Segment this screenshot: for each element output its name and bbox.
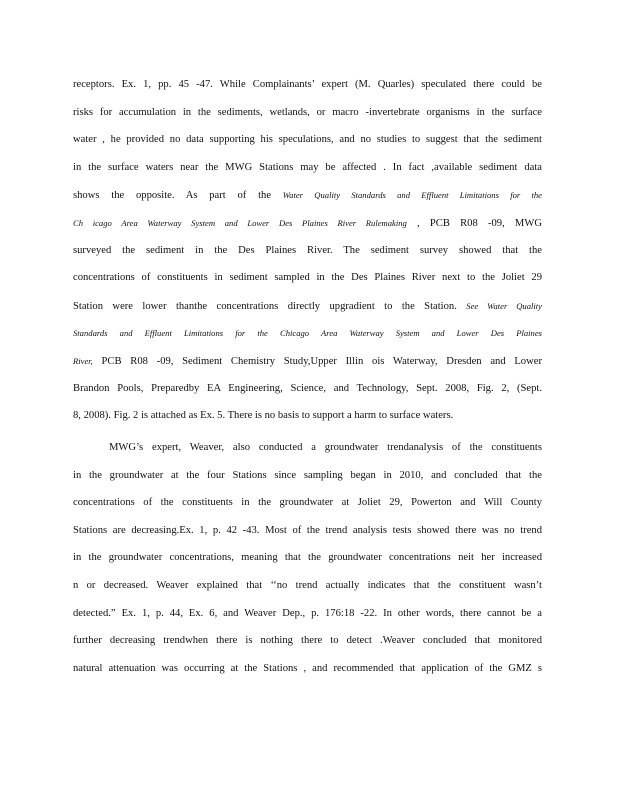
text-line [73,551,542,565]
text-line [73,161,542,175]
text-line [73,354,542,369]
text-segment: MWG’s expert, Weaver, also conducted a groundwater trendanalysis of the constituents [109,442,542,453]
italic-citation-text: Water Quality Standards and Effluent Limitations for the [282,190,542,201]
text-segment: surveyed the sediment in the Des Plaines River. The sediment survey showed that the [73,244,542,256]
text-line [109,441,542,455]
text-segment: natural attenuation was occurring at the Stations , and recommended that application of the GMZ s [73,662,542,674]
text-line [73,524,542,538]
text-line [73,326,542,341]
text-segment: detected.” Ex. 1, p. 44, Ex. 6, and Weaver Dep., p. 176:18 -22. In other words, there cannot be a [73,607,542,619]
text-segment: in the surface waters near the MWG Stations may be affected . In fact ,available sediment data [73,161,542,173]
text-segment: Brandon Pools, Preparedby EA Engineering, Science, and Technology, Sept. 2008, Fig. 2, (Sept. [73,382,542,394]
text-segment: in the groundwater concentrations, meaning that the groundwater concentrations neit her increased [73,552,542,564]
text-segment: PCB R08 -09, Sediment Chemistry Study,Upper Illin ois Waterway, Dresden and Lower [92,356,542,367]
text-line [73,634,542,648]
italic-citation-text: Ch icago Area Waterway System and Lower Des Plaines River Rulemaking [73,218,407,228]
text-segment: concentrations of the constituents in the groundwater at Joliet 29, Powerton and Will County [73,497,542,509]
text-segment: Station were lower thanthe concentrations directly upgradient to the Station. [73,300,467,312]
text-segment: risks for accumulation in the sediments, wetlands, or macro -invertebrate organisms in the surface [73,106,542,118]
text-segment: water , he provided no data supporting his speculations, and no studies to suggest that the sediment [73,134,542,146]
text-segment: receptors. Ex. 1, pp. 45 -47. While Complainants’ expert (M. Quarles) speculated there could be [73,79,542,90]
text-segment: in the groundwater at the four Stations since sampling began in 2010, and concluded that the [73,469,542,481]
text-segment: 8, 2008). Fig. 2 is attached as Ex. 5. There is no basis to support a harm to surface waters. [73,410,454,422]
italic-citation-text: See Water Quality [466,300,542,311]
text-line [73,244,542,258]
text-line [73,188,542,203]
italic-citation-text: Standards and Effluent Limitations for the Chicago Area Waterway System and Lower Des Plaines [73,328,542,339]
text-line [73,496,542,510]
text-segment: , PCB R08 -09, MWG [406,218,542,229]
text-segment: n or decreased. Weaver explained that ‘‘no trend actually indicates that the constituent wasn’t [73,580,542,591]
text-line [73,133,542,147]
text-segment: concentrations of constituents in sediment sampled in the Des Plaines River next to the Joliet 29 [73,272,542,284]
text-line [73,299,542,314]
text-line [73,662,542,676]
text-line [73,216,542,231]
italic-citation-text: River, [73,356,93,366]
text-line [73,106,542,120]
text-line [73,469,542,483]
text-segment: further decreasing trendwhen there is nothing there to detect .Weaver concluded that monitored [73,635,542,647]
text-line [73,382,542,396]
text-line [73,607,542,621]
text-line [73,579,542,593]
text-segment: shows the opposite. As part of the [73,190,283,202]
text-line [73,271,542,285]
text-line [73,78,542,92]
text-segment: Stations are decreasing.Ex. 1, p. 42 -43. Most of the trend analysis tests showed there was no trend [73,524,542,536]
text-line [73,409,542,423]
